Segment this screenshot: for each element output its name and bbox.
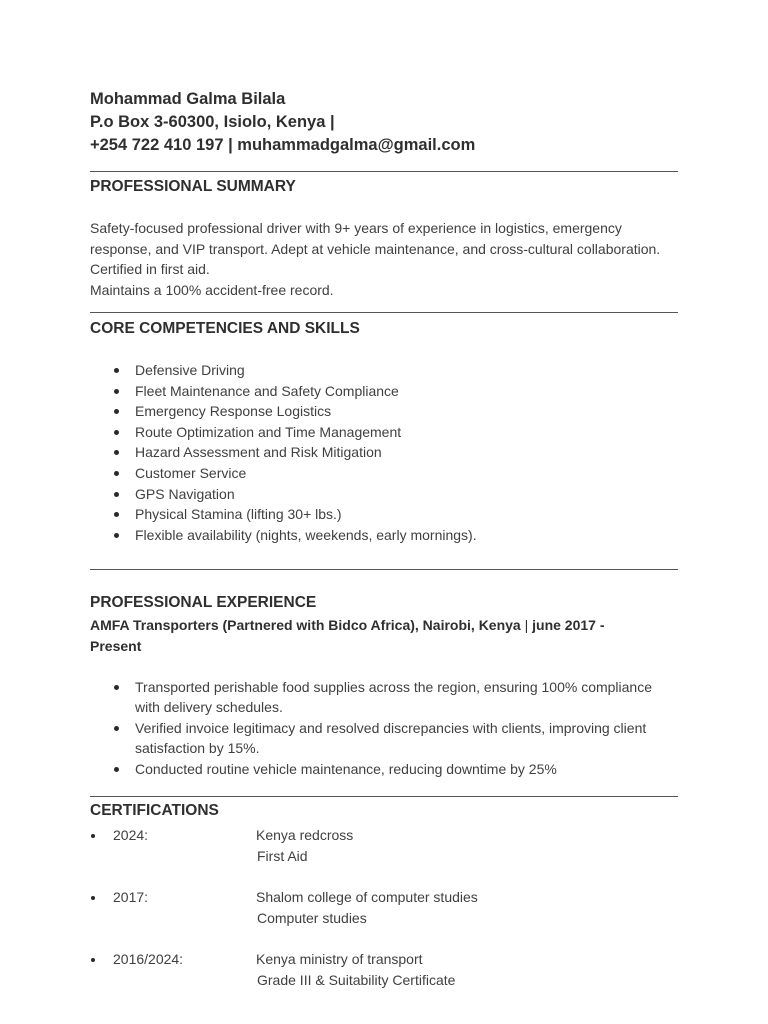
certification-year: 2016/2024: [113, 951, 184, 967]
experience-item: Transported perishable food supplies across the region, ensuring 100% compliance with delivery schedules. [90, 677, 678, 717]
certification-issuer: Kenya ministry of transport [256, 951, 423, 967]
skills-heading: CORE COMPETENCIES AND SKILLS [90, 320, 360, 337]
bullet-icon [114, 533, 119, 538]
experience-employer [90, 615, 650, 657]
certification-item [90, 887, 678, 929]
section-divider [90, 171, 678, 172]
certification-item [90, 825, 678, 867]
certification-issuer: Shalom college of computer studies [256, 889, 478, 905]
bullet-icon [114, 450, 119, 455]
skills-list [90, 360, 477, 545]
bullet-icon [114, 471, 119, 476]
candidate-address: P.o Box 3-60300, Isiolo, Kenya | [90, 113, 335, 131]
resume-header [90, 88, 678, 157]
skill-item: Emergency Response Logistics [90, 401, 477, 422]
bullet-icon [114, 389, 119, 394]
experience-bullets [90, 677, 678, 780]
employer-name: AMFA Transporters (Partnered with Bidco Africa), Nairobi, Kenya [90, 617, 521, 633]
candidate-name: Mohammad Galma Bilala [90, 90, 286, 108]
bullet-icon [114, 492, 119, 497]
certifications-heading: CERTIFICATIONS [90, 802, 219, 819]
section-divider [90, 312, 678, 313]
bullet-icon [91, 958, 95, 962]
skill-item: GPS Navigation [90, 484, 477, 505]
skill-item: Flexible availability (nights, weekends, early mornings). [90, 525, 477, 546]
bullet-icon [114, 368, 119, 373]
certification-name: Grade III & Suitability Certificate [257, 972, 456, 988]
summary-text [90, 218, 678, 300]
experience-item: Conducted routine vehicle maintenance, reducing downtime by 25% [90, 759, 678, 779]
section-divider [90, 796, 678, 797]
experience-heading: PROFESSIONAL EXPERIENCE [90, 594, 317, 611]
certification-item [90, 949, 678, 991]
bullet-icon [91, 896, 95, 900]
certification-name: First Aid [257, 848, 308, 864]
certification-year: 2024: [113, 827, 149, 843]
certification-year: 2017: [113, 889, 149, 905]
skill-item: Fleet Maintenance and Safety Compliance [90, 381, 477, 402]
skill-item: Physical Stamina (lifting 30+ lbs.) [90, 504, 477, 525]
bullet-icon [114, 685, 119, 690]
skill-item: Hazard Assessment and Risk Mitigation [90, 442, 477, 463]
bullet-icon [114, 726, 119, 731]
bullet-icon [114, 512, 119, 517]
bullet-icon [91, 834, 95, 838]
employment-period: june 2017 - Present [90, 617, 605, 654]
skill-item: Customer Service [90, 463, 477, 484]
candidate-contact: +254 722 410 197 | muhammadgalma@gmail.com [90, 136, 476, 154]
employer-separator: | [524, 617, 529, 633]
certification-issuer: Kenya redcross [256, 827, 354, 843]
summary-heading: PROFESSIONAL SUMMARY [90, 178, 296, 195]
summary-paragraph: Safety-focused professional driver with 9+ years of experience in logistics, emergency response, and VIP transport. Adept at vehicle maintenance, and cross-cultural collaboration. Certified in first aid. [90, 220, 661, 278]
section-divider [90, 569, 678, 570]
bullet-icon [114, 430, 119, 435]
experience-item: Verified invoice legitimacy and resolved discrepancies with clients, improving client satisfaction by 15%. [90, 718, 678, 758]
bullet-icon [114, 409, 119, 414]
skill-item: Route Optimization and Time Management [90, 422, 477, 443]
summary-paragraph-2: Maintains a 100% accident-free record. [90, 281, 334, 298]
skill-item: Defensive Driving [90, 360, 477, 381]
certification-name: Computer studies [257, 910, 367, 926]
bullet-icon [114, 767, 119, 772]
